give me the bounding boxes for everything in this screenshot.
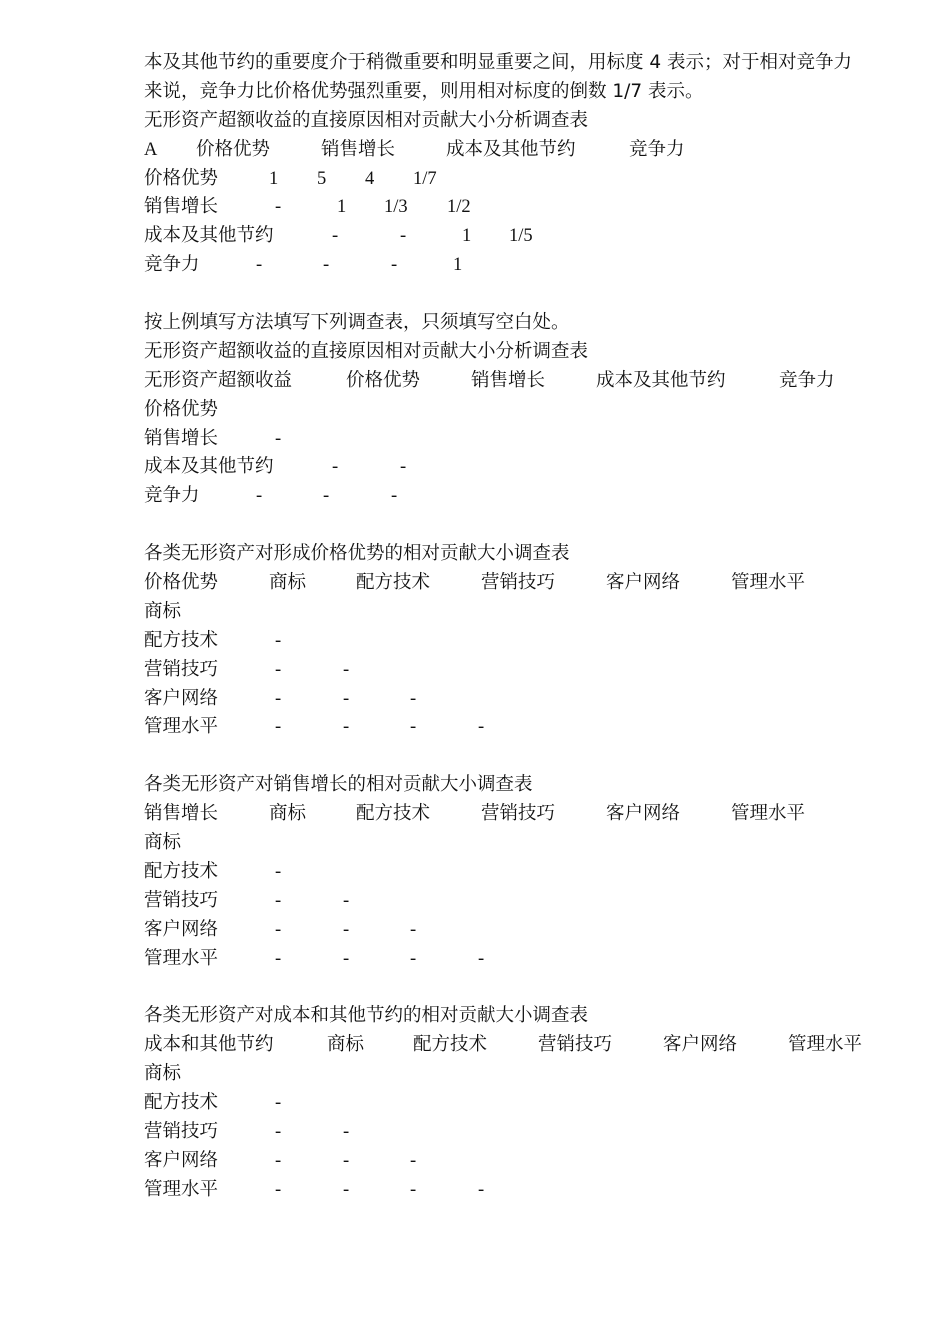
table-row [144,598,924,627]
table-cell: - [275,428,282,449]
table-cell: 1/5 [509,226,533,247]
table-cell: 1/3 [384,197,408,218]
table-cell: - [410,1179,417,1200]
table-cell: - [343,717,350,738]
table-row [144,165,924,194]
table-row [144,1147,924,1176]
table-cell: - [275,688,282,709]
table3-title: 各类无形资产对销售增长的相对贡献大小调查表 [144,774,533,796]
table-cell: - [323,255,330,276]
table-cell: - [391,255,398,276]
table-row [144,916,924,945]
table-cell: - [323,486,330,507]
table-cell: - [410,948,417,969]
table2-header [144,569,924,598]
header-cell: 价格优势 [346,369,421,391]
spacer [144,974,924,1003]
header-cell: 商标 [327,1034,365,1056]
table-cell: - [332,457,339,478]
intro-line-1: 本及其他节约的重要度介于稍微重要和明显重要之间，用标度 4 表示；对于相对竞争力 [144,52,853,73]
row-label: 配方技术 [144,629,219,651]
table-cell: - [275,948,282,969]
table-cell: - [343,659,350,680]
table-cell: - [400,226,407,247]
table-cell: - [343,1121,350,1142]
spacer [144,511,924,540]
header-cell: 配方技术 [356,572,431,594]
table-row [144,656,924,685]
row-label: 营销技巧 [144,658,219,680]
row-label: 管理水平 [144,1178,219,1200]
row-label: 成本及其他节约 [144,225,274,247]
table-cell: - [343,688,350,709]
header-cell: 销售增长 [144,803,219,825]
header-cell: 成本及其他节约 [596,369,726,391]
header-cell: 管理水平 [788,1034,863,1056]
row-label: 价格优势 [144,398,219,420]
row-label: 配方技术 [144,1092,219,1114]
row-label: 销售增长 [144,196,219,218]
table-row [144,1118,924,1147]
header-cell: A [144,139,158,160]
table-row [144,222,924,251]
table-cell: - [275,1093,282,1114]
header-cell: 成本及其他节约 [446,138,576,160]
table-row [144,396,924,425]
table-row [144,1176,924,1205]
table-cell: - [410,1150,417,1171]
table-row [144,713,924,742]
header-cell: 成本和其他节约 [144,1034,274,1056]
table-row [144,482,924,511]
table-row [144,251,924,280]
row-label: 营销技巧 [144,889,219,911]
table-cell: - [343,919,350,940]
row-label: 竞争力 [144,485,200,507]
table-cell: 1/2 [447,197,471,218]
table-cell: 1 [462,226,472,247]
header-cell: 价格优势 [144,572,219,594]
header-cell: 营销技巧 [481,803,556,825]
row-label: 竞争力 [144,254,200,276]
header-cell: 价格优势 [196,138,271,160]
header-cell: 管理水平 [731,803,806,825]
row-label: 管理水平 [144,947,219,969]
instruction-text: 按上例填写方法填写下列调查表，只须填写空白处。 [144,312,570,334]
table-row [144,1089,924,1118]
row-label: 价格优势 [144,167,219,189]
header-cell: 客户网络 [663,1034,738,1056]
spacer [144,280,924,309]
row-label: 管理水平 [144,716,219,738]
intro-line-2: 来说，竞争力比价格优势强烈重要，则用相对标度的倒数 1/7 表示。 [144,80,704,102]
header-cell: 竞争力 [629,138,685,160]
table-cell: - [343,890,350,911]
table-row [144,193,924,222]
header-cell: 销售增长 [471,369,546,391]
table-cell: - [275,861,282,882]
row-label: 客户网络 [144,918,219,940]
row-label: 商标 [144,832,182,854]
row-label: 客户网络 [144,687,219,709]
table-row [144,829,924,858]
header-cell: 客户网络 [606,572,681,594]
table-cell: - [332,226,339,247]
header-cell: 管理水平 [731,572,806,594]
row-label: 配方技术 [144,860,219,882]
table-cell: - [478,1179,485,1200]
table-cell: - [275,197,282,218]
table4-title: 各类无形资产对成本和其他节约的相对贡献大小调查表 [144,1005,589,1027]
table-cell: - [410,919,417,940]
header-cell: 配方技术 [413,1034,488,1056]
table2-title: 各类无形资产对形成价格优势的相对贡献大小调查表 [144,543,570,565]
table-cell: - [256,255,263,276]
table-cell: - [391,486,398,507]
table-cell: - [410,688,417,709]
header-cell: 销售增长 [321,138,396,160]
table-cell: - [275,890,282,911]
spacer [144,742,924,771]
table-row [144,887,924,916]
header-cell: 营销技巧 [538,1034,613,1056]
table-row [144,1060,924,1089]
table4-header [144,1031,924,1060]
header-cell: 无形资产超额收益 [144,369,293,391]
table-cell: - [275,1150,282,1171]
example-table-title: 无形资产超额收益的直接原因相对贡献大小分析调查表 [144,109,589,131]
table-cell: - [275,630,282,651]
table-cell: - [275,659,282,680]
table-row [144,858,924,887]
table-row [144,685,924,714]
row-label: 营销技巧 [144,1120,219,1142]
row-label: 商标 [144,1063,182,1085]
header-cell: 客户网络 [606,803,681,825]
table-cell: 5 [317,168,327,189]
table-cell: 1 [453,255,463,276]
table-row [144,627,924,656]
document-page [144,49,924,1205]
table-cell: - [478,948,485,969]
table-cell: - [275,717,282,738]
table-row [144,945,924,974]
table-cell: - [275,1179,282,1200]
header-cell: 竞争力 [779,369,835,391]
table-cell: 1 [269,168,279,189]
table1-header [144,367,924,396]
table-cell: - [343,1150,350,1171]
row-label: 客户网络 [144,1149,219,1171]
table-row [144,425,924,454]
table-cell: - [275,919,282,940]
table-cell: - [410,717,417,738]
table-cell: 1/7 [413,168,437,189]
table-cell: - [256,486,263,507]
example-table-header [144,136,924,165]
header-cell: 营销技巧 [481,572,556,594]
table-cell: 1 [337,197,347,218]
table3-header [144,800,924,829]
table-cell: - [343,1179,350,1200]
table-cell: - [343,948,350,969]
row-label: 成本及其他节约 [144,456,274,478]
table1-title: 无形资产超额收益的直接原因相对贡献大小分析调查表 [144,340,589,362]
table-cell: - [400,457,407,478]
row-label: 商标 [144,600,182,622]
table-cell: - [275,1121,282,1142]
header-cell: 配方技术 [356,803,431,825]
header-cell: 商标 [269,572,307,594]
header-cell: 商标 [269,803,307,825]
row-label: 销售增长 [144,427,219,449]
table-cell: 4 [365,168,375,189]
table-row [144,453,924,482]
table-cell: - [478,717,485,738]
